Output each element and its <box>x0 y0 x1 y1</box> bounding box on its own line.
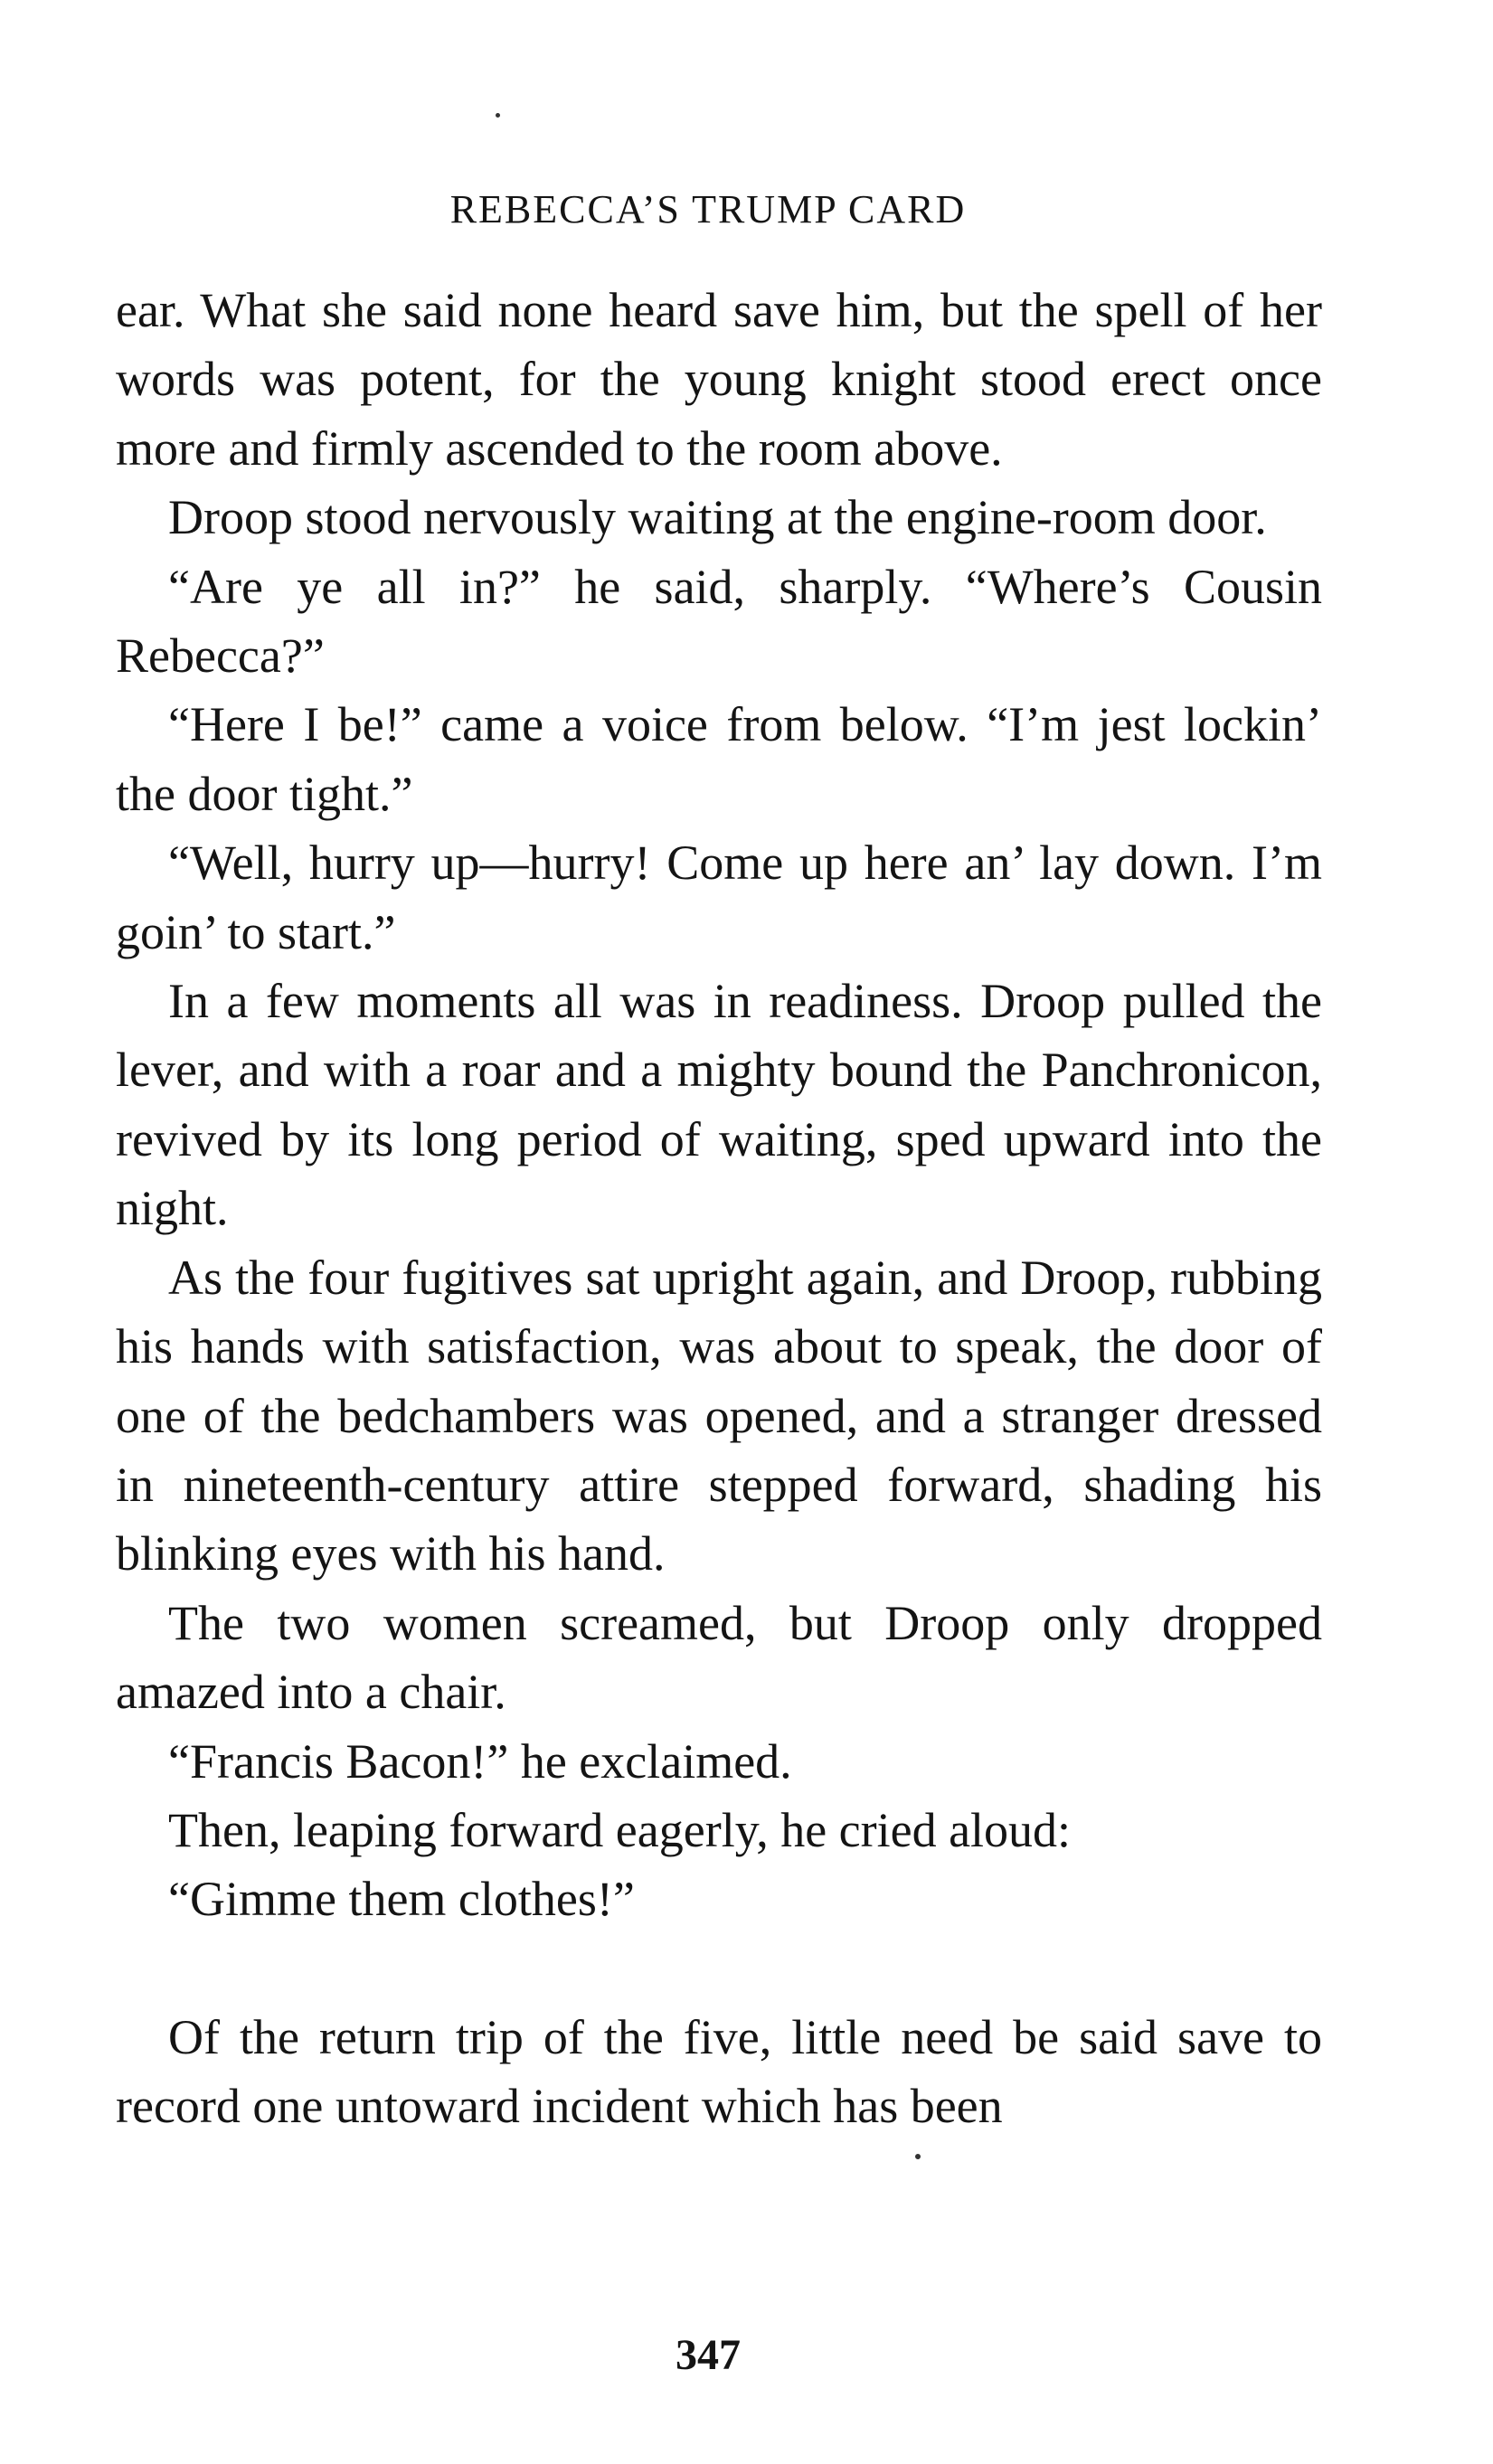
paragraph: Droop stood nervously waiting at the engine-room door. <box>168 490 1267 545</box>
paragraph: Of the return trip of the five, little need be said save to record one untoward incident which has been <box>116 2009 1322 2134</box>
paragraph: ear. What she said none heard save him, but the spell of her words was potent, for the young knight stood erect once more and firmly ascended to the room above. <box>116 283 1322 476</box>
paragraph: The two women screamed, but Droop only dropped amazed into a chair. <box>116 1595 1322 1720</box>
paragraph: As the four fugitives sat upright again, and Droop, rubbing his hands with satisfaction, was about to speak, the door of one of the bedchambers was opened, and a stranger dressed in nineteenth-century attire stepped forward, shading his blinking eyes with his hand. <box>116 1250 1322 1581</box>
paragraph: “Here I be!” came a voice from below. “I’m jest lockin’ the door tight.” <box>116 697 1322 821</box>
paragraph: Then, leaping forward eagerly, he cried aloud: <box>168 1802 1072 1857</box>
paragraph: In a few moments all was in readiness. Droop pulled the lever, and with a roar and a mighty bound the Panchronicon, revived by its long period of waiting, sped upward into the night. <box>116 974 1322 1236</box>
paragraph: “Well, hurry up—hurry! Come up here an’ lay down. I’m goin’ to start.” <box>116 835 1322 959</box>
running-head: REBECCA’S TRUMP CARD <box>449 187 967 231</box>
paragraph: “Gimme them clothes!” <box>168 1872 635 1927</box>
body-text <box>116 276 1322 2141</box>
page-number: 347 <box>676 2331 741 2379</box>
paragraph: “Francis Bacon!” he exclaimed. <box>168 1733 792 1789</box>
ink-speck <box>496 113 500 118</box>
ink-speck <box>915 2154 921 2159</box>
paragraph: “Are ye all in?” he said, sharply. “Where’s Cousin Rebecca?” <box>116 559 1322 684</box>
section-break <box>116 1934 1322 2003</box>
